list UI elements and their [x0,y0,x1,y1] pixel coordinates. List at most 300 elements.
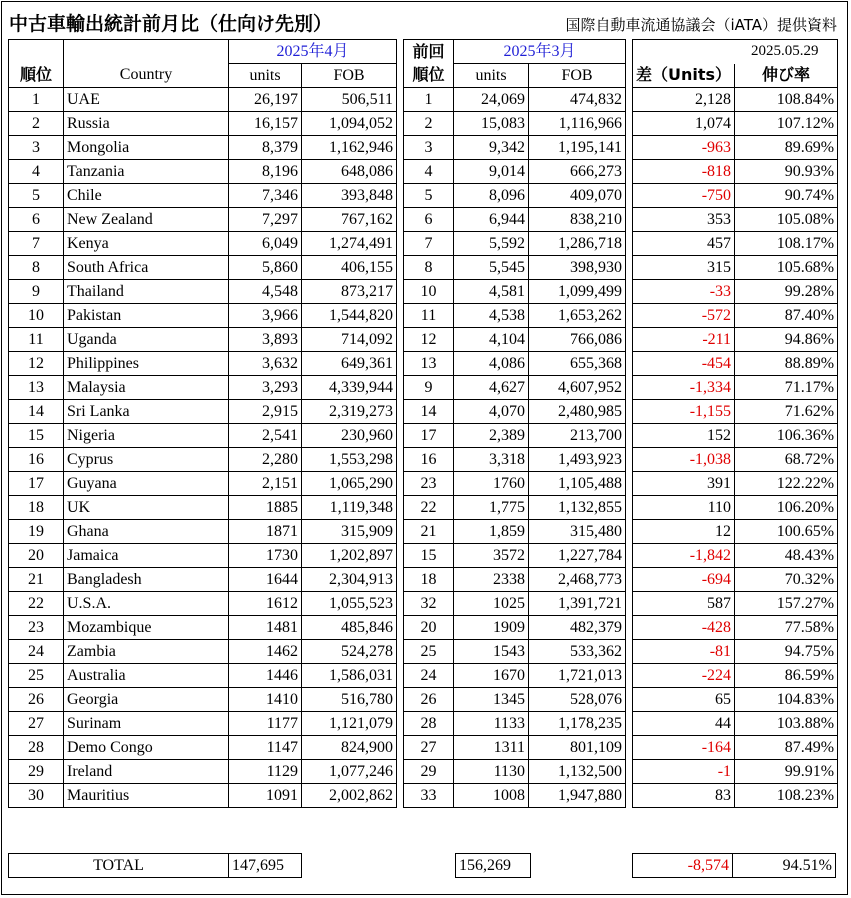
table-row [9,304,397,328]
units-cell: 1871 [229,520,302,544]
prev-fob-cell: 766,086 [529,328,626,352]
comparison-table [632,39,838,808]
prev-fob-cell: 1,391,721 [529,592,626,616]
prev-rank-cell: 23 [404,472,454,496]
table-row [633,616,838,640]
diff-cell: -211 [633,328,735,352]
table-row [9,136,397,160]
table-row [404,592,626,616]
prev-units-cell: 1345 [454,688,529,712]
fob-cell: 648,086 [302,160,397,184]
units-cell: 6,049 [229,232,302,256]
prev-fob-cell: 1,105,488 [529,472,626,496]
fob-cell: 1,162,946 [302,136,397,160]
prev-fob-cell: 1,227,784 [529,544,626,568]
country-cell: Nigeria [64,424,229,448]
table-row [633,592,838,616]
units-cell: 1481 [229,616,302,640]
table-row [404,760,626,784]
table-row [633,232,838,256]
rank-cell: 17 [9,472,64,496]
prev-rank-cell: 18 [404,568,454,592]
fob-cell: 230,960 [302,424,397,448]
diff-cell: -81 [633,640,735,664]
growth-cell: 105.68% [735,256,838,280]
prev-fob-cell: 1,132,500 [529,760,626,784]
table-row [9,568,397,592]
prev-rank-cell: 3 [404,136,454,160]
diff-cell: 44 [633,712,735,736]
fob-cell: 2,002,862 [302,784,397,808]
table-row [404,352,626,376]
prev-rank-cell: 26 [404,688,454,712]
table-row [9,352,397,376]
total-units: 147,695 [229,854,302,878]
table-row [633,352,838,376]
units-cell: 1177 [229,712,302,736]
table-row [633,280,838,304]
table-row [633,688,838,712]
prev-units-cell: 3572 [454,544,529,568]
prev-units-cell: 1543 [454,640,529,664]
prev-fob-cell: 482,379 [529,616,626,640]
units-cell: 4,548 [229,280,302,304]
units-cell: 16,157 [229,112,302,136]
header-blank-cell [735,40,838,64]
fob-cell: 1,274,491 [302,232,397,256]
prev-units-cell: 5,592 [454,232,529,256]
table-row [633,184,838,208]
prev-rank-cell: 8 [404,256,454,280]
diff-cell: 110 [633,496,735,520]
prev-fob-cell: 1,178,235 [529,712,626,736]
table-row [404,88,626,112]
diff-cell: 83 [633,784,735,808]
rank-cell: 15 [9,424,64,448]
prev-units-cell: 1311 [454,736,529,760]
country-cell: Thailand [64,280,229,304]
table-row [404,328,626,352]
growth-cell: 94.86% [735,328,838,352]
table-row [404,640,626,664]
growth-cell: 48.43% [735,544,838,568]
table-row [404,784,626,808]
table-row [9,160,397,184]
rank-cell: 22 [9,592,64,616]
growth-cell: 99.91% [735,760,838,784]
growth-cell: 77.58% [735,616,838,640]
growth-cell: 88.89% [735,352,838,376]
prev-rank-cell: 33 [404,784,454,808]
prev-rank-cell: 20 [404,616,454,640]
table-row [9,784,397,808]
table-row [404,208,626,232]
table-row [633,784,838,808]
table-row [633,712,838,736]
table-row [9,376,397,400]
units-cell: 1410 [229,688,302,712]
growth-cell: 104.83% [735,688,838,712]
table-row [9,640,397,664]
table-row [9,688,397,712]
country-cell: Bangladesh [64,568,229,592]
prev-rank-cell: 13 [404,352,454,376]
growth-cell: 99.28% [735,280,838,304]
country-cell: Surinam [64,712,229,736]
prev-fob-cell: 213,700 [529,424,626,448]
country-cell: Pakistan [64,304,229,328]
prev-rank-cell: 11 [404,304,454,328]
units-header: units [229,64,302,88]
prev-rank-cell: 12 [404,328,454,352]
table-row [404,304,626,328]
growth-cell: 107.12% [735,112,838,136]
table-row [9,256,397,280]
prev-fob-cell: 655,368 [529,352,626,376]
country-cell: Australia [64,664,229,688]
fob-cell: 1,121,079 [302,712,397,736]
rank-cell: 10 [9,304,64,328]
diff-cell: -1,334 [633,376,735,400]
fob-cell: 767,162 [302,208,397,232]
growth-cell: 122.22% [735,472,838,496]
table-row [633,256,838,280]
rank-cell: 4 [9,160,64,184]
rank-cell: 3 [9,136,64,160]
table-row [9,616,397,640]
prev-units-cell: 9,342 [454,136,529,160]
table-row [9,400,397,424]
table-row [404,160,626,184]
prev-units-cell: 1008 [454,784,529,808]
country-cell: Malaysia [64,376,229,400]
prev-rank-cell: 24 [404,664,454,688]
table-row [9,184,397,208]
table-row [9,472,397,496]
growth-cell: 108.17% [735,232,838,256]
table-row [9,208,397,232]
growth-cell: 86.59% [735,664,838,688]
prev-rank-cell: 17 [404,424,454,448]
fob-cell: 2,319,273 [302,400,397,424]
table-row [9,328,397,352]
table-row [633,520,838,544]
prev-fob-cell: 1,653,262 [529,304,626,328]
fob-cell: 485,846 [302,616,397,640]
prev-units-cell: 4,070 [454,400,529,424]
prev-rank-cell: 7 [404,232,454,256]
fob-cell: 4,339,944 [302,376,397,400]
prev-fob-cell: 1,721,013 [529,664,626,688]
units-cell: 1612 [229,592,302,616]
header-blank-cell [9,40,64,64]
growth-cell: 71.17% [735,376,838,400]
rank-cell: 25 [9,664,64,688]
table-row [633,328,838,352]
source-note: 国際自動車流通協議会（iATA）提供資料 [565,16,837,34]
prev-units-cell: 4,627 [454,376,529,400]
prev-rank-cell: 25 [404,640,454,664]
table-row [404,712,626,736]
country-cell: Mozambique [64,616,229,640]
country-cell: Ireland [64,760,229,784]
units-cell: 1730 [229,544,302,568]
prev-fob-cell: 1,195,141 [529,136,626,160]
country-cell: Uganda [64,328,229,352]
fob-cell: 1,094,052 [302,112,397,136]
previous-month-table [403,39,626,808]
diff-cell: -224 [633,664,735,688]
table-row [9,520,397,544]
diff-cell: -1,038 [633,448,735,472]
diff-cell: -428 [633,616,735,640]
total-prev-units: 156,269 [456,854,531,878]
units-cell: 3,893 [229,328,302,352]
growth-cell: 94.75% [735,640,838,664]
country-cell: Kenya [64,232,229,256]
table-row [633,160,838,184]
diff-cell: -164 [633,736,735,760]
growth-cell: 108.84% [735,88,838,112]
table-row [633,208,838,232]
diff-cell: 457 [633,232,735,256]
previous-period-label: 2025年3月 [454,40,626,64]
diff-cell: 315 [633,256,735,280]
prev-fob-cell: 1,286,718 [529,232,626,256]
fob-cell: 714,092 [302,328,397,352]
rank-cell: 23 [9,616,64,640]
fob-cell: 315,909 [302,520,397,544]
prev-fob-cell: 409,070 [529,184,626,208]
growth-cell: 108.23% [735,784,838,808]
previous-fob-header: FOB [529,64,626,88]
growth-header: 伸び率 [735,64,838,88]
prev-fob-cell: 533,362 [529,640,626,664]
prev-units-cell: 1133 [454,712,529,736]
prev-fob-cell: 1,099,499 [529,280,626,304]
prev-fob-cell: 838,210 [529,208,626,232]
previous-rank-header: 順位 [404,64,454,88]
table-row [404,664,626,688]
diff-cell: -694 [633,568,735,592]
country-cell: Mauritius [64,784,229,808]
prev-fob-cell: 528,076 [529,688,626,712]
units-cell: 8,196 [229,160,302,184]
rank-cell: 27 [9,712,64,736]
country-cell: Tanzania [64,160,229,184]
table-row [633,88,838,112]
prev-rank-cell: 14 [404,400,454,424]
table-row [404,184,626,208]
rank-cell: 11 [9,328,64,352]
fob-cell: 1,055,523 [302,592,397,616]
previous-units-header: units [454,64,529,88]
rank-cell: 18 [9,496,64,520]
prev-units-cell: 15,083 [454,112,529,136]
table-row [404,472,626,496]
table-row [9,712,397,736]
prev-fob-cell: 398,930 [529,256,626,280]
prev-units-cell: 2,389 [454,424,529,448]
country-cell: South Africa [64,256,229,280]
table-row [9,88,397,112]
fob-cell: 1,077,246 [302,760,397,784]
total-growth: 94.51% [733,854,836,878]
country-cell: Sri Lanka [64,400,229,424]
growth-cell: 103.88% [735,712,838,736]
table-row [9,280,397,304]
rank-cell: 24 [9,640,64,664]
total-diff: -8,574 [633,854,733,878]
units-cell: 7,346 [229,184,302,208]
country-cell: UAE [64,88,229,112]
table-row [404,544,626,568]
units-cell: 2,151 [229,472,302,496]
prev-fob-cell: 1,947,880 [529,784,626,808]
country-cell: Georgia [64,688,229,712]
fob-cell: 1,065,290 [302,472,397,496]
country-cell: Zambia [64,640,229,664]
table-row [633,472,838,496]
total-comparison-table [632,853,836,878]
fob-cell: 1,202,897 [302,544,397,568]
fob-cell: 516,780 [302,688,397,712]
diff-cell: -572 [633,304,735,328]
prev-rank-cell: 1 [404,88,454,112]
country-cell: Philippines [64,352,229,376]
units-cell: 8,379 [229,136,302,160]
growth-cell: 90.93% [735,160,838,184]
current-month-table [8,39,397,808]
rank-cell: 21 [9,568,64,592]
prev-units-cell: 4,538 [454,304,529,328]
country-cell: UK [64,496,229,520]
rank-cell: 1 [9,88,64,112]
table-row [633,112,838,136]
growth-cell: 70.32% [735,568,838,592]
rank-cell: 5 [9,184,64,208]
prev-units-cell: 9,014 [454,160,529,184]
country-cell: Mongolia [64,136,229,160]
table-row [404,520,626,544]
prev-rank-cell: 16 [404,448,454,472]
fob-cell: 873,217 [302,280,397,304]
total-current-table [8,853,302,878]
total-label: TOTAL [9,854,229,878]
prev-rank-cell: 2 [404,112,454,136]
prev-units-cell: 24,069 [454,88,529,112]
prev-rank-cell: 10 [404,280,454,304]
diff-cell: -1 [633,760,735,784]
rank-cell: 20 [9,544,64,568]
country-cell: Guyana [64,472,229,496]
prev-units-cell: 1025 [454,592,529,616]
table-row [633,400,838,424]
units-cell: 3,966 [229,304,302,328]
fob-cell: 1,119,348 [302,496,397,520]
table-row [9,424,397,448]
units-cell: 2,280 [229,448,302,472]
prev-fob-cell: 1,132,855 [529,496,626,520]
country-cell: Jamaica [64,544,229,568]
fob-cell: 1,544,820 [302,304,397,328]
table-row [633,640,838,664]
rank-cell: 7 [9,232,64,256]
diff-cell: 391 [633,472,735,496]
prev-rank-cell: 5 [404,184,454,208]
prev-units-cell: 1670 [454,664,529,688]
diff-cell: 2,128 [633,88,735,112]
rank-cell: 19 [9,520,64,544]
prev-rank-cell: 27 [404,736,454,760]
rank-cell: 26 [9,688,64,712]
prev-units-cell: 1130 [454,760,529,784]
prev-rank-cell: 4 [404,160,454,184]
prev-fob-cell: 1,493,923 [529,448,626,472]
table-row [404,256,626,280]
units-cell: 1644 [229,568,302,592]
prev-fob-cell: 2,468,773 [529,568,626,592]
prev-fob-cell: 801,109 [529,736,626,760]
growth-cell: 68.72% [735,448,838,472]
fob-cell: 1,553,298 [302,448,397,472]
rank-cell: 2 [9,112,64,136]
table-row [9,544,397,568]
units-cell: 2,915 [229,400,302,424]
table-row [9,760,397,784]
table-row [9,448,397,472]
prev-rank-cell: 9 [404,376,454,400]
growth-cell: 87.40% [735,304,838,328]
units-cell: 2,541 [229,424,302,448]
table-row [9,736,397,760]
units-cell: 3,632 [229,352,302,376]
prev-rank-cell: 15 [404,544,454,568]
prev-rank-cell: 21 [404,520,454,544]
fob-header: FOB [302,64,397,88]
diff-cell: 12 [633,520,735,544]
growth-cell: 100.65% [735,520,838,544]
table-row [9,664,397,688]
fob-cell: 2,304,913 [302,568,397,592]
prev-units-cell: 5,545 [454,256,529,280]
page-title: 中古車輸出統計前月比（仕向け先別） [9,13,333,35]
header-blank-cell [64,40,229,64]
fob-cell: 506,511 [302,88,397,112]
header-blank-cell [633,40,735,64]
rank-cell: 28 [9,736,64,760]
prev-rank-cell: 22 [404,496,454,520]
prev-rank-cell: 28 [404,712,454,736]
rank-cell: 29 [9,760,64,784]
diff-cell: 65 [633,688,735,712]
prev-units-cell: 3,318 [454,448,529,472]
units-cell: 1129 [229,760,302,784]
diff-header: 差（Units） [633,64,735,88]
country-cell: Russia [64,112,229,136]
prev-units-cell: 6,944 [454,208,529,232]
diff-cell: 587 [633,592,735,616]
table-row [404,376,626,400]
prev-units-cell: 1,859 [454,520,529,544]
table-row [404,424,626,448]
fob-cell: 524,278 [302,640,397,664]
fob-cell: 824,900 [302,736,397,760]
table-row [9,112,397,136]
prev-units-cell: 4,086 [454,352,529,376]
table-row [9,232,397,256]
table-row [633,304,838,328]
